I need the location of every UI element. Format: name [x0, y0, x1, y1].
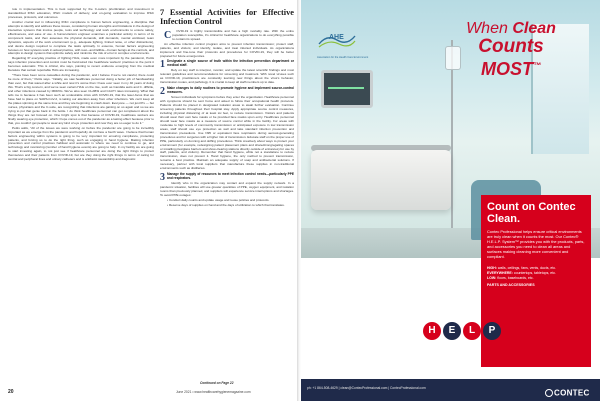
step-heading: Designate a single source of truth within the infection prevention department or medical staff. — [167, 59, 294, 68]
badge-h: H — [423, 322, 441, 340]
parts-accessories: PARTS AND ACCESSORIES — [487, 283, 535, 288]
drop-cap: C — [164, 29, 172, 41]
info-box-title: Count on Contec Clean. — [487, 201, 576, 225]
use-text: countertops, tabletops, etc. — [512, 270, 556, 275]
step-number: 3 — [160, 172, 165, 184]
info-box — [481, 195, 591, 367]
contec-advertisement — [301, 0, 600, 405]
ahe-logo-block — [317, 30, 375, 59]
article-paragraph: role in implementation. This is best supported by the C-suite's prioritization and investment in standardized IP&C education, IP&C models of delivery, and on-going evaluation to improve IP&C processes, protocols, and outcomes. — [8, 7, 154, 19]
page-number: 20 — [8, 389, 14, 395]
use-text: walls, ceilings, fans, vents, ducts, etc. — [496, 265, 557, 270]
patient-monitor — [321, 70, 373, 108]
article-paragraph: Pettis adds, "All of the issues we were working on before the pandemic are going to be incredibly important as we emerge from the pandemic and hopefully do not face a fourth wave. I believe that human factors engineering within systems is going to be very important for ensuring compliance, protecting patients, and forcing us to do the right thing, such as engaging in hand hygiene. Making infection prevention and control practices habitual and automatic is where we need to continue to go, and technology and monitoring (number of hand hygiene events) are going to help. In my facility we are going to start investing again, to not just see if healthcare personnel are doing the right things to protect themselves and their patients from COVID-19, but are they doing the right things in terms of caring for central and peripheral lines and urinary catheters and is antibiotic stewardship and diagnostic — [8, 125, 154, 162]
headline-clean: Clean — [512, 20, 556, 37]
use-text: floors, baseboards, etc. — [496, 275, 534, 280]
use-list — [487, 266, 585, 289]
step-body: Rely on key staff to interpret, monitor, and update the latest scientific findings and most relevant guidelines and recommendations for screening and treatment. With novel viruses such as COVID-19, practitioners are constantly learning new things about the virus's behavior, transmission routes, and pathology. It is crucial to keep all staff members up to date. — [160, 68, 294, 85]
contec-logo — [545, 384, 590, 405]
step-body: Screen individuals for symptoms before they enter the organization. Healthcare personnel with symptoms should be sent home and asked to follow their occupational health protocols. Patients should be placed in designated isolation areas to await further evaluation. Continue screening patients throughout their hospital stay. Apply appropriate source control measures, including physical distancing of at least six feet, to reduce transmission. Visitors and patients should wear their own face masks or be provided face masks upon entry. Healthcare personnel should wear face masks as a measure of source control while in the facility. For areas with moderate to high levels of community transmission or anticipated exposure in low transmission areas, staff should use eye protection as well and take standard infection prevention and transmission precautions. Use N95 or equivalent face respirators during aerosol-generating procedures and for surgeries with a higher risk of transmission. Educate staff on the proper use of PPE, particularly on donning and doffing procedures. Think creatively about ways to protect your environment (for example, redesigning patient placement plans and shared/congregating spaces or installing plexiglass barriers and show-clearing stations directly outside of entrances) for use by staff, patients, and visitors). Remember that hand hygiene, while not a standalone to reduce transmission, does not prevent it. Hand hygiene, the only method to prevent transmission, remains a best practice. Maintain an adequate supply of soap and antibacterial solutions. If necessary, partner with local suppliers that manufacture these supplies in non-traditional environments such as distilleries. — [160, 95, 294, 171]
headline-line-1 — [431, 20, 591, 37]
badge-e: E — [443, 322, 461, 340]
sidebar-paragraph: An effective infection control program aims to prevent infection transmission; protect staff, patients, and visitors; and identify, isolate, and treat infected individuals. As organizations implement and fine-tune their protocols and procedures for COVID-19, they will be better prepared for future emergencies. — [160, 41, 294, 58]
hospital-bed — [311, 150, 451, 210]
use-label: LOW: — [487, 275, 497, 280]
sidebar-column — [160, 8, 294, 390]
step-heading: Manage the supply of resources to meet infection control needs—particularly PPE and respirators. — [167, 172, 294, 181]
bullet-text: Conduct daily counts and update usage and reuse policies and protocols. — [168, 197, 270, 202]
bullet-text: Reserve days of supplies on hand and the days of utilization to which that translates. — [168, 202, 285, 207]
sidebar-intro-text: OVID-19 is highly transmissible and has a high mortality rate. With the entire population susceptible, it's critical for healthcare organizations to do everything possible to contain its spread. — [172, 28, 294, 41]
headline-line-2: Counts — [478, 36, 544, 57]
badge-l: L — [463, 322, 481, 340]
contec-subbrand: PROFESSIONAL — [554, 402, 584, 405]
article-paragraph: "There have been some casualties during the pandemic, and I believe if we're not careful, there could be more of them," Pettis says. "Initially, we saw healthcare personnel doing a better job of handwashing than ever, but that waned after a while and now it's worse than I have ever seen in my 40 years of doing this. That's a big concern, and we've seen certain HAIs on the rise, such as Candida auris and C. difficile, and other infections caused by MDROs. We've also seen CLABSI and CAUTI rates increasing. What that tells me is because it has been such an undesirable crisis with COVID-19, that the laser-focus that we have had to place on SARS-CoV-2, is taking our attention away from other infections. We can't keep all the plates spinning at the same time and they are beginning to crash down. Everyone — not just IPs — but nurses, physicians and the C-suite, are recognizing that infections are gaining on us again and so we are trying to put that genie back in the bottle. I do think healthcare personnel can get complacent about the things they are not focused on. One bright spot is that because of COVID-19, healthcare workers are finally wearing eye protection, which I hope comes out of the pandemic as a lasting effect because prior to that, you couldn't get people to wear any kind of eye protection and now they are so eager to do it." — [8, 73, 155, 125]
use-label: HIGH: — [487, 265, 497, 270]
use-label: EVERYWHERE: — [487, 270, 513, 275]
article-paragraph: Regarding IP everyday practice of fighting HAIs, made even more important by the pandemic, Pettis says infection prevention and control must be hard-wired into healthcare workers' practices to the point it becomes automatic. This is critical, she says, pointing to recent evidence emerging from the medical literature that certain reportable HAIs are increasing. — [8, 56, 154, 73]
headline-line-3 — [431, 57, 591, 78]
ahe-abbr: AHE — [329, 34, 344, 41]
step-3 — [160, 172, 294, 184]
contact-info: ph: +1 864-508-4629 | clean@ContecProfessional.com | ContecProfessional.com — [307, 386, 426, 390]
trademark: ™ — [533, 61, 541, 70]
step-number: 2 — [160, 86, 165, 98]
ad-headline — [431, 20, 591, 78]
step-heading: Make changes to daily routines to promote hygiene and implement source-control measures. — [167, 86, 294, 95]
article-paragraph: Another crucial tool in influencing IP&C compliance is human factors engineering, a discipline that attempts to identify and address these issues, considering human strengths and limitations in the design of interactive systems that involve people, tools and technology and work environments to ensure safety, effectiveness, and ease of use. A human-factors engineer examines a particular activity in terms of its component tasks, and then assesses the physical demands, skill demands, mental workload, team dynamics, aspects of the work environment (e.g., adequate lighting, limited noise, or other distractions), and device design required to complete the tasks optimally. In essence, human factors engineering focuses on how systems work in actual practice, with real—and fallible—human beings at the controls, and attempts to design systems that optimize safety and minimize the risk of error in complex environments. — [8, 19, 154, 56]
continued-note: Continued on Page 22 — [200, 381, 234, 385]
info-box-text: Contec Professional helps ensure critical environments are truly clean when it counts the most. Our Contec® H.E.L.P. System™ provides you with the products, parts, and accessories you need to clean all areas and surfaces making cleaning more convenient and compliant. — [487, 229, 585, 260]
ad-footer — [301, 379, 600, 405]
headline-when: When — [466, 20, 513, 37]
step-1 — [160, 59, 294, 71]
sidebar-intro — [160, 30, 294, 42]
step-2 — [160, 86, 294, 98]
monitor-trace — [328, 87, 364, 89]
bullet-item: • Conduct daily counts and update usage and reuse policies and protocols. — [167, 197, 270, 202]
bullet-item: • Reserve days of supplies on hand and the days of utilization to which that translates. — [167, 202, 285, 207]
step-number: 1 — [160, 59, 165, 71]
ahe-logo — [317, 30, 357, 50]
sidebar-title: 7 Essential Activities for Effective Infection Control — [160, 8, 294, 27]
use-item — [487, 276, 585, 281]
contec-mark-icon — [545, 389, 553, 397]
article-column-1 — [8, 8, 154, 390]
page-footer: June 2021 • www.healthcarehygienemagazine.com — [176, 390, 251, 394]
ahe-org-name: Association for the Health Care Environment — [317, 56, 369, 59]
contec-wordmark: CONTEC — [554, 388, 590, 398]
step-body: Identify who in the organization may contact and expand the supply network. In a pandemic situation, facilities will use greater quantities of PPE, oxygen equipment, and isolation rooms than previously planned, and suppliers will experience service interruptions and shortages. To avoid PPE outages: — [160, 181, 294, 197]
headline-most: MOST — [481, 59, 533, 79]
badge-p: P — [483, 322, 501, 340]
